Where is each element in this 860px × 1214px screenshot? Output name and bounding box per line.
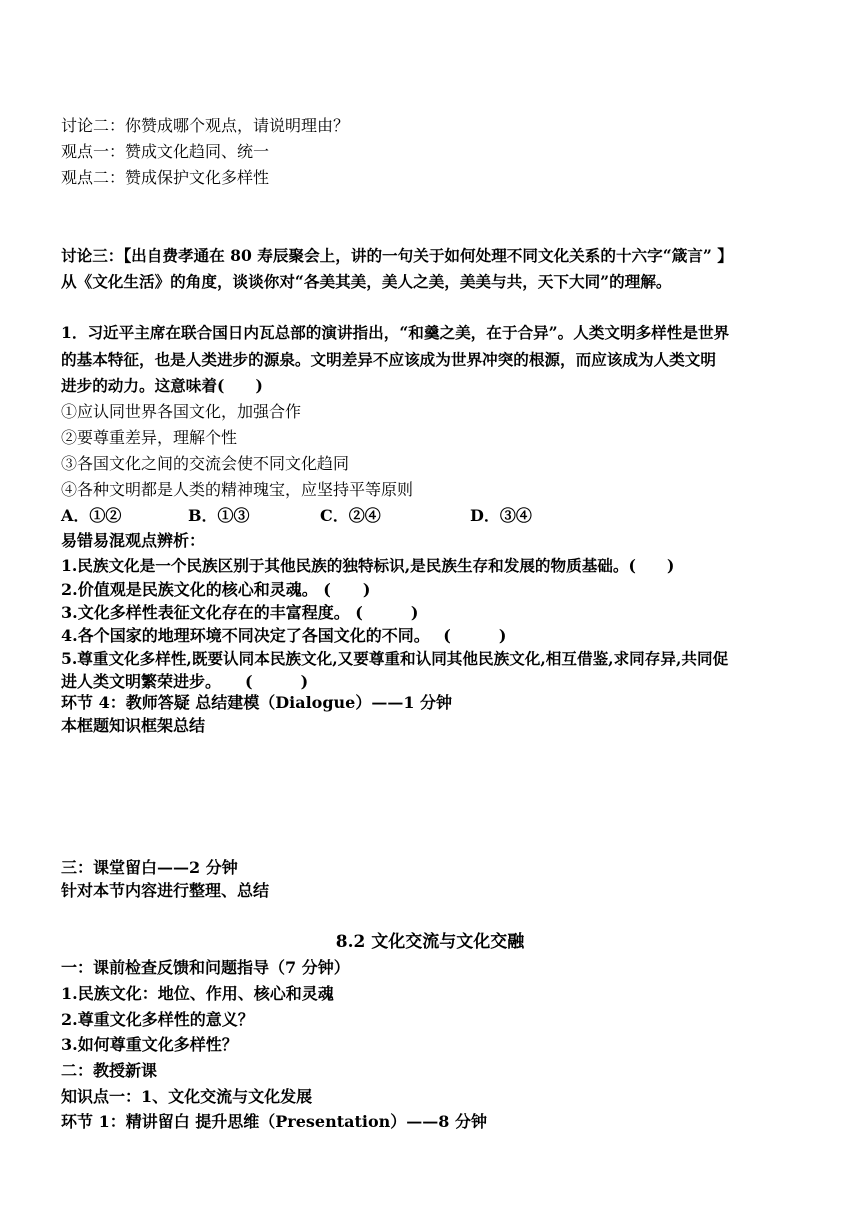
section3-sub: 针对本节内容进行整理、总结 [61,881,270,900]
discussion2-view1: 观点一：赞成文化趋同、统一 [61,142,270,161]
discussion2-view2: 观点二：赞成保护文化多样性 [61,168,270,187]
question1-stem-line3: 进步的动力。这意味着( ) [61,376,263,395]
question1-statement-1: ①应认同世界各国文化，加强合作 [61,402,302,421]
part1-item-3: 3.如何尊重文化多样性？ [61,1035,238,1054]
part1-heading: 一：课前检查反馈和问题指导（7 分钟） [61,958,350,977]
discussion2-question: 讨论二：你赞成哪个观点，请说明理由？ [61,116,350,135]
part2-heading: 二：教授新课 [61,1061,158,1080]
judgement-item-5-line2: 进人类文明繁荣进步。 ( ) [61,672,309,691]
judgement-item-1: 1.民族文化是一个民族区别于其他民族的独特标识,是民族生存和发展的物质基础。( ) [61,556,675,575]
question1-option-d: D．③④ [470,506,532,525]
step1-heading: 环节 1：精讲留白 提升思维（Presentation）——8 分钟 [61,1112,487,1131]
question1-stem-line2: 的基本特征，也是人类进步的源泉。文明差异不应该成为世界冲突的根源，而应该成为人类文明 [61,350,716,369]
part1-item-2: 2.尊重文化多样性的意义？ [61,1010,254,1029]
question1-stem-line1: 1．习近平主席在联合国日内瓦总部的演讲指出，“和羹之美，在于合异”。人类文明多样性是世界 [61,323,730,342]
judgement-item-3: 3.文化多样性表征文化存在的丰富程度。 ( ) [61,603,419,622]
discussion3-line2: 从《文化生活》的角度，谈谈你对“各美其美，美人之美，美美与共，天下大同”的理解。 [61,272,672,291]
judgement-heading: 易错易混观点辨析： [61,531,206,550]
section4-heading: 环节 4：教师答疑 总结建模（Dialogue）——1 分钟 [61,693,453,712]
question1-option-c: C．②④ [320,506,381,525]
discussion3-line1: 讨论三：【出自费孝通在 80 寿辰聚会上，讲的一句关于如何处理不同文化关系的十六字“箴言” 】 [61,246,733,265]
question1-option-a: A．①② [61,506,122,525]
judgement-item-4: 4.各个国家的地理环境不同决定了各国文化的不同。 ( ) [61,626,507,645]
section3-heading: 三：课堂留白——2 分钟 [61,858,238,877]
lesson-title: 8.2 文化交流与文化交融 [335,932,525,952]
question1-statement-3: ③各国文化之间的交流会使不同文化趋同 [61,454,350,473]
knowledge-point-1: 知识点一：1、文化交流与文化发展 [61,1087,313,1106]
question1-option-b: B．①③ [188,506,250,525]
question1-statement-2: ②要尊重差异，理解个性 [61,428,238,447]
section4-sub: 本框题知识框架总结 [61,716,206,735]
judgement-item-5-line1: 5.尊重文化多样性,既要认同本民族文化,又要尊重和认同其他民族文化,相互借鉴,求同存异,共同促 [61,649,729,668]
part1-item-1: 1.民族文化：地位、作用、核心和灵魂 [61,984,334,1003]
judgement-item-2: 2.价值观是民族文化的核心和灵魂。 ( ) [61,580,371,599]
question1-statement-4: ④各种文明都是人类的精神瑰宝，应坚持平等原则 [61,480,414,499]
